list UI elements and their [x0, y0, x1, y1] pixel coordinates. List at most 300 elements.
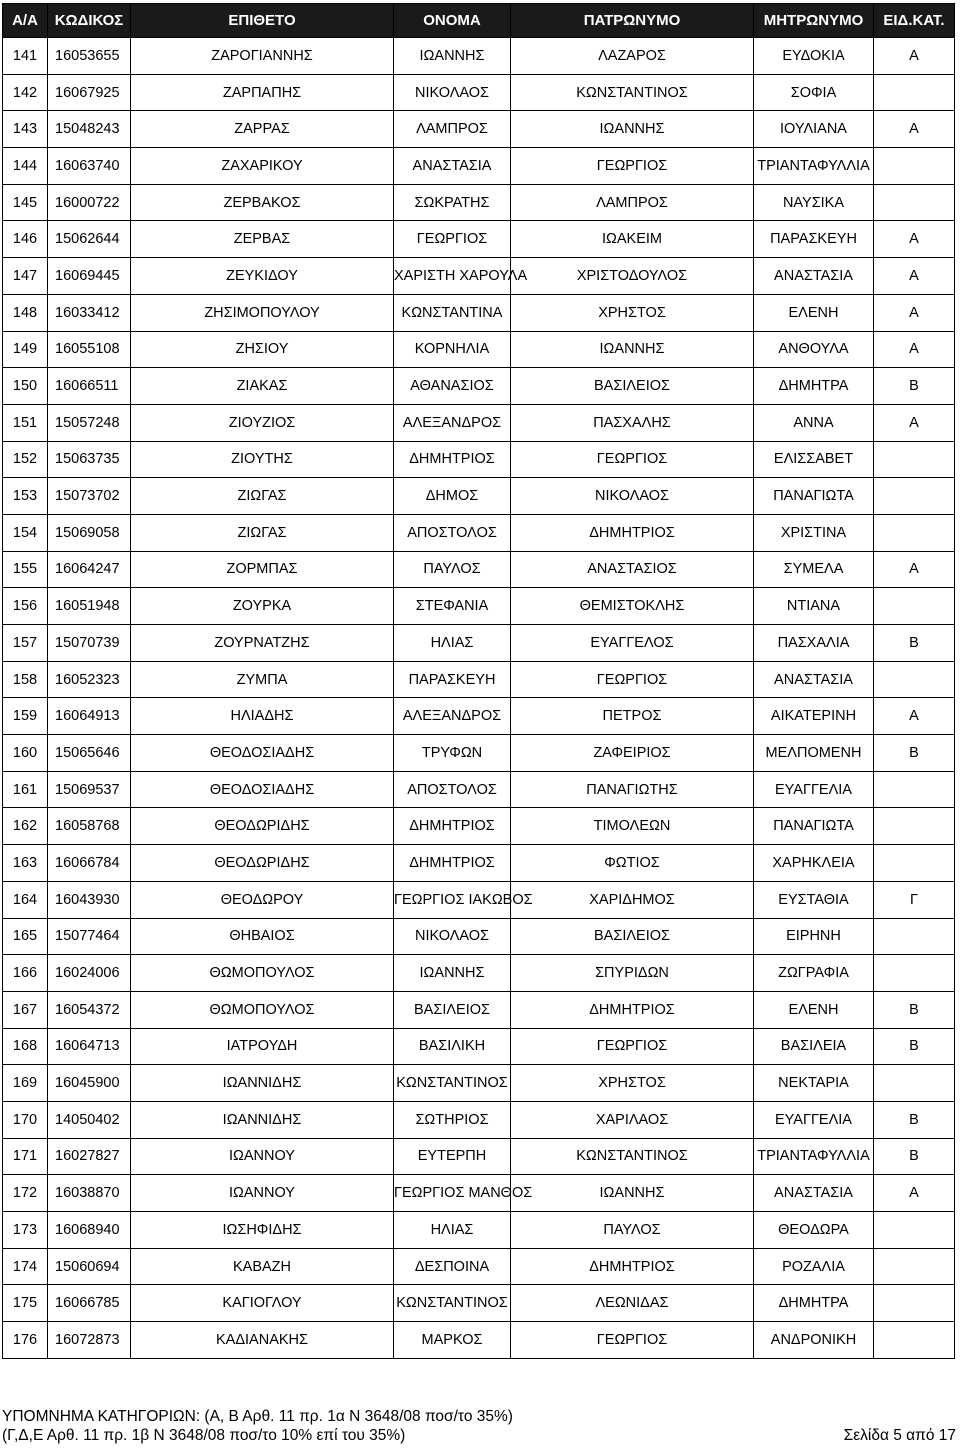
cell-mother-name: ΔΗΜΗΤΡΑ [754, 368, 874, 405]
cell-father-name: ΖΑΦΕΙΡΙΟΣ [511, 735, 754, 772]
cell-surname: ΖΗΣΙΟΥ [131, 331, 394, 368]
table-row [3, 404, 955, 441]
cell-surname: ΘΩΜΟΠΟΥΛΟΣ [131, 955, 394, 992]
cell-mother-name: ΕΥΣΤΑΘΙΑ [754, 881, 874, 918]
cell-father-name: ΓΕΩΡΓΙΟΣ [511, 1322, 754, 1359]
cell-father-name: ΤΙΜΟΛΕΩΝ [511, 808, 754, 845]
table-row [3, 1065, 955, 1102]
cell-surname: ΖΙΑΚΑΣ [131, 368, 394, 405]
cell-first-name: ΔΕΣΠΟΙΝΑ [394, 1248, 511, 1285]
cell-father-name: ΛΑΖΑΡΟΣ [511, 38, 754, 75]
cell-mother-name: ΝΑΥΣΙΚΑ [754, 184, 874, 221]
cell-first-name: ΣΩΚΡΑΤΗΣ [394, 184, 511, 221]
cell-code: 15065646 [48, 735, 131, 772]
cell-aa: 158 [3, 661, 48, 698]
table-row [3, 881, 955, 918]
cell-aa: 171 [3, 1138, 48, 1175]
cell-aa: 155 [3, 551, 48, 588]
table-row [3, 1212, 955, 1249]
cell-surname: ΘΕΟΔΟΣΙΑΔΗΣ [131, 735, 394, 772]
cell-surname: ΚΑΓΙΟΓΛΟΥ [131, 1285, 394, 1322]
cell-surname: ΖΕΡΒΑΚΟΣ [131, 184, 394, 221]
cell-aa: 147 [3, 258, 48, 295]
cell-mother-name: ΕΥΑΓΓΕΛΙΑ [754, 1101, 874, 1138]
cell-code: 16027827 [48, 1138, 131, 1175]
cell-surname: ΖΙΩΓΑΣ [131, 478, 394, 515]
cell-code: 16066785 [48, 1285, 131, 1322]
cell-mother-name: ΣΥΜΕΛΑ [754, 551, 874, 588]
cell-code: 15063735 [48, 441, 131, 478]
cell-special-category [874, 184, 955, 221]
cell-special-category: Α [874, 111, 955, 148]
cell-code: 14050402 [48, 1101, 131, 1138]
cell-father-name: ΓΕΩΡΓΙΟΣ [511, 148, 754, 185]
cell-aa: 175 [3, 1285, 48, 1322]
cell-first-name: ΚΩΝΣΤΑΝΤΙΝΟΣ [394, 1065, 511, 1102]
cell-mother-name: ΑΙΚΑΤΕΡΙΝΗ [754, 698, 874, 735]
cell-code: 15060694 [48, 1248, 131, 1285]
cell-first-name: ΔΗΜΟΣ [394, 478, 511, 515]
table-row [3, 698, 955, 735]
cell-mother-name: ΝΕΚΤΑΡΙΑ [754, 1065, 874, 1102]
cell-special-category: Α [874, 294, 955, 331]
cell-code: 16064713 [48, 1028, 131, 1065]
header-special-category: ΕΙΔ.ΚΑΤ. [874, 4, 955, 38]
cell-aa: 164 [3, 881, 48, 918]
cell-first-name: ΑΛΕΞΑΝΔΡΟΣ [394, 698, 511, 735]
cell-surname: ΖΑΡΡΑΣ [131, 111, 394, 148]
cell-aa: 142 [3, 74, 48, 111]
cell-father-name: ΒΑΣΙΛΕΙΟΣ [511, 918, 754, 955]
cell-father-name: ΧΡΗΣΤΟΣ [511, 1065, 754, 1102]
cell-father-name: ΔΗΜΗΤΡΙΟΣ [511, 514, 754, 551]
cell-mother-name: ΑΝΘΟΥΛΑ [754, 331, 874, 368]
cell-aa: 153 [3, 478, 48, 515]
cell-surname: ΖΑΧΑΡΙΚΟΥ [131, 148, 394, 185]
cell-special-category: Α [874, 258, 955, 295]
cell-code: 15069537 [48, 771, 131, 808]
cell-mother-name: ΣΟΦΙΑ [754, 74, 874, 111]
cell-mother-name: ΠΑΝΑΓΙΩΤΑ [754, 808, 874, 845]
cell-mother-name: ΘΕΟΔΩΡΑ [754, 1212, 874, 1249]
table-row [3, 294, 955, 331]
header-surname: ΕΠΙΘΕΤΟ [131, 4, 394, 38]
cell-mother-name: ΠΑΝΑΓΙΩΤΑ [754, 478, 874, 515]
cell-first-name: ΚΟΡΝΗΛΙΑ [394, 331, 511, 368]
cell-first-name: ΗΛΙΑΣ [394, 1212, 511, 1249]
cell-mother-name: ΒΑΣΙΛΕΙΑ [754, 1028, 874, 1065]
cell-code: 15070739 [48, 625, 131, 662]
cell-first-name: ΑΠΟΣΤΟΛΟΣ [394, 771, 511, 808]
cell-surname: ΙΩΑΝΝΙΔΗΣ [131, 1065, 394, 1102]
table-row [3, 955, 955, 992]
table-row [3, 808, 955, 845]
cell-surname: ΘΕΟΔΩΡΟΥ [131, 881, 394, 918]
cell-aa: 173 [3, 1212, 48, 1249]
cell-aa: 141 [3, 38, 48, 75]
cell-father-name: ΚΩΝΣΤΑΝΤΙΝΟΣ [511, 74, 754, 111]
cell-code: 16066511 [48, 368, 131, 405]
cell-mother-name: ΑΝΝΑ [754, 404, 874, 441]
cell-surname: ΙΩΑΝΝΙΔΗΣ [131, 1101, 394, 1138]
cell-surname: ΙΩΣΗΦΙΔΗΣ [131, 1212, 394, 1249]
cell-special-category [874, 1248, 955, 1285]
cell-surname: ΖΙΟΥΤΗΣ [131, 441, 394, 478]
table-row [3, 478, 955, 515]
cell-special-category: Α [874, 551, 955, 588]
cell-special-category [874, 441, 955, 478]
cell-aa: 159 [3, 698, 48, 735]
cell-father-name: ΙΩΑΝΝΗΣ [511, 111, 754, 148]
table-row [3, 514, 955, 551]
cell-father-name: ΠΑΥΛΟΣ [511, 1212, 754, 1249]
cell-mother-name: ΑΝΑΣΤΑΣΙΑ [754, 258, 874, 295]
cell-aa: 150 [3, 368, 48, 405]
header-code: ΚΩΔΙΚΟΣ [48, 4, 131, 38]
cell-surname: ΙΩΑΝΝΟΥ [131, 1138, 394, 1175]
cell-father-name: ΠΑΝΑΓΙΩΤΗΣ [511, 771, 754, 808]
cell-code: 16068940 [48, 1212, 131, 1249]
cell-father-name: ΛΑΜΠΡΟΣ [511, 184, 754, 221]
cell-special-category: Α [874, 38, 955, 75]
cell-surname: ΖΟΥΡΝΑΤΖΗΣ [131, 625, 394, 662]
cell-mother-name: ΕΙΡΗΝΗ [754, 918, 874, 955]
cell-surname: ΖΑΡΟΓΙΑΝΝΗΣ [131, 38, 394, 75]
cell-first-name: ΕΥΤΕΡΠΗ [394, 1138, 511, 1175]
cell-father-name: ΒΑΣΙΛΕΙΟΣ [511, 368, 754, 405]
cell-surname: ΚΑΔΙΑΝΑΚΗΣ [131, 1322, 394, 1359]
cell-aa: 176 [3, 1322, 48, 1359]
cell-father-name: ΧΑΡΙΛΑΟΣ [511, 1101, 754, 1138]
cell-mother-name: ΧΑΡΗΚΛΕΙΑ [754, 845, 874, 882]
cell-aa: 161 [3, 771, 48, 808]
cell-mother-name: ΑΝΑΣΤΑΣΙΑ [754, 661, 874, 698]
category-legend-line-1: ΥΠΟΜΝΗΜΑ ΚΑΤΗΓΟΡΙΩΝ: (Α, Β Αρθ. 11 πρ. 1α Ν 3648/08 ποσ/το 35%) [2, 1408, 513, 1425]
cell-mother-name: ΜΕΛΠΟΜΕΝΗ [754, 735, 874, 772]
cell-first-name: ΑΘΑΝΑΣΙΟΣ [394, 368, 511, 405]
cell-special-category [874, 588, 955, 625]
cell-aa: 166 [3, 955, 48, 992]
cell-special-category: Β [874, 991, 955, 1028]
cell-father-name: ΧΡΗΣΤΟΣ [511, 294, 754, 331]
cell-aa: 160 [3, 735, 48, 772]
cell-aa: 156 [3, 588, 48, 625]
table-body [3, 38, 955, 1359]
cell-aa: 152 [3, 441, 48, 478]
cell-father-name: ΑΝΑΣΤΑΣΙΟΣ [511, 551, 754, 588]
cell-first-name: ΝΙΚΟΛΑΟΣ [394, 74, 511, 111]
page-number: Σελίδα 5 από 17 [843, 1427, 956, 1444]
table-row [3, 184, 955, 221]
cell-mother-name: ΕΛΕΝΗ [754, 294, 874, 331]
cell-first-name: ΛΑΜΠΡΟΣ [394, 111, 511, 148]
cell-code: 16055108 [48, 331, 131, 368]
cell-surname: ΖΕΥΚΙΔΟΥ [131, 258, 394, 295]
cell-aa: 145 [3, 184, 48, 221]
cell-code: 16063740 [48, 148, 131, 185]
cell-aa: 148 [3, 294, 48, 331]
cell-code: 16054372 [48, 991, 131, 1028]
cell-code: 16053655 [48, 38, 131, 75]
header-father-name: ΠΑΤΡΩΝΥΜΟ [511, 4, 754, 38]
cell-surname: ΖΟΡΜΠΑΣ [131, 551, 394, 588]
table-row [3, 221, 955, 258]
cell-surname: ΖΗΣΙΜΟΠΟΥΛΟΥ [131, 294, 394, 331]
cell-code: 15069058 [48, 514, 131, 551]
cell-father-name: ΠΕΤΡΟΣ [511, 698, 754, 735]
table-row [3, 661, 955, 698]
cell-father-name: ΝΙΚΟΛΑΟΣ [511, 478, 754, 515]
cell-code: 16051948 [48, 588, 131, 625]
table-row [3, 771, 955, 808]
cell-mother-name: ΑΝΔΡΟΝΙΚΗ [754, 1322, 874, 1359]
table-row [3, 368, 955, 405]
cell-first-name: ΙΩΑΝΝΗΣ [394, 955, 511, 992]
cell-special-category [874, 661, 955, 698]
cell-special-category [874, 478, 955, 515]
cell-father-name: ΙΩΑΝΝΗΣ [511, 331, 754, 368]
cell-father-name: ΙΩΑΚΕΙΜ [511, 221, 754, 258]
header-aa: Α/Α [3, 4, 48, 38]
cell-aa: 154 [3, 514, 48, 551]
cell-surname: ΖΥΜΠΑ [131, 661, 394, 698]
cell-mother-name: ΔΗΜΗΤΡΑ [754, 1285, 874, 1322]
cell-code: 16058768 [48, 808, 131, 845]
cell-father-name: ΓΕΩΡΓΙΟΣ [511, 661, 754, 698]
cell-code: 16064247 [48, 551, 131, 588]
cell-special-category: Β [874, 735, 955, 772]
cell-special-category: Α [874, 1175, 955, 1212]
cell-special-category: Α [874, 331, 955, 368]
cell-first-name: ΔΗΜΗΤΡΙΟΣ [394, 808, 511, 845]
cell-first-name: ΑΝΑΣΤΑΣΙΑ [394, 148, 511, 185]
cell-code: 15077464 [48, 918, 131, 955]
cell-special-category: Β [874, 1138, 955, 1175]
cell-first-name: ΓΕΩΡΓΙΟΣ ΙΑΚΩΒΟΣ [394, 881, 511, 918]
cell-surname: ΖΕΡΒΑΣ [131, 221, 394, 258]
cell-code: 16069445 [48, 258, 131, 295]
cell-first-name: ΑΠΟΣΤΟΛΟΣ [394, 514, 511, 551]
cell-code: 15062644 [48, 221, 131, 258]
cell-mother-name: ΕΥΑΓΓΕΛΙΑ [754, 771, 874, 808]
table-row [3, 38, 955, 75]
cell-special-category: Γ [874, 881, 955, 918]
cell-mother-name: ΤΡΙΑΝΤΑΦΥΛΛΙΑ [754, 1138, 874, 1175]
cell-mother-name: ΝΤΙΑΝΑ [754, 588, 874, 625]
cell-aa: 163 [3, 845, 48, 882]
cell-special-category: Α [874, 221, 955, 258]
cell-special-category [874, 955, 955, 992]
cell-father-name: ΘΕΜΙΣΤΟΚΛΗΣ [511, 588, 754, 625]
cell-aa: 146 [3, 221, 48, 258]
cell-special-category: Β [874, 368, 955, 405]
cell-special-category: Β [874, 1028, 955, 1065]
cell-father-name: ΔΗΜΗΤΡΙΟΣ [511, 991, 754, 1028]
cell-father-name: ΓΕΩΡΓΙΟΣ [511, 441, 754, 478]
table-row [3, 625, 955, 662]
cell-first-name: ΑΛΕΞΑΝΔΡΟΣ [394, 404, 511, 441]
cell-special-category [874, 514, 955, 551]
cell-first-name: ΧΑΡΙΣΤΗ ΧΑΡΟΥΛΑ [394, 258, 511, 295]
cell-code: 15073702 [48, 478, 131, 515]
category-legend-line-2: (Γ,Δ,Ε Αρθ. 11 πρ. 1β Ν 3648/08 ποσ/το 10% επί του 35%) [2, 1427, 406, 1444]
table-row [3, 1028, 955, 1065]
cell-surname: ΖΙΩΓΑΣ [131, 514, 394, 551]
cell-first-name: ΤΡΥΦΩΝ [394, 735, 511, 772]
cell-special-category [874, 1065, 955, 1102]
cell-mother-name: ΧΡΙΣΤΙΝΑ [754, 514, 874, 551]
table-row [3, 588, 955, 625]
cell-special-category [874, 148, 955, 185]
cell-aa: 162 [3, 808, 48, 845]
cell-aa: 144 [3, 148, 48, 185]
cell-surname: ΘΩΜΟΠΟΥΛΟΣ [131, 991, 394, 1028]
cell-surname: ΙΩΑΝΝΟΥ [131, 1175, 394, 1212]
cell-mother-name: ΤΡΙΑΝΤΑΦΥΛΛΙΑ [754, 148, 874, 185]
cell-first-name: ΓΕΩΡΓΙΟΣ [394, 221, 511, 258]
cell-mother-name: ΙΟΥΛΙΑΝΑ [754, 111, 874, 148]
table-row [3, 74, 955, 111]
cell-mother-name: ΠΑΣΧΑΛΙΑ [754, 625, 874, 662]
table-row [3, 845, 955, 882]
cell-code: 16052323 [48, 661, 131, 698]
table-header [3, 4, 955, 38]
cell-aa: 165 [3, 918, 48, 955]
cell-special-category: Β [874, 625, 955, 662]
header-row [3, 4, 955, 38]
table-row [3, 258, 955, 295]
cell-surname: ΗΛΙΑΔΗΣ [131, 698, 394, 735]
cell-aa: 170 [3, 1101, 48, 1138]
cell-aa: 169 [3, 1065, 48, 1102]
cell-first-name: ΚΩΝΣΤΑΝΤΙΝΟΣ [394, 1285, 511, 1322]
cell-mother-name: ΡΟΖΑΛΙΑ [754, 1248, 874, 1285]
cell-mother-name: ΑΝΑΣΤΑΣΙΑ [754, 1175, 874, 1212]
cell-code: 16064913 [48, 698, 131, 735]
cell-code: 16072873 [48, 1322, 131, 1359]
table-row [3, 331, 955, 368]
cell-special-category [874, 1212, 955, 1249]
cell-code: 16024006 [48, 955, 131, 992]
cell-special-category [874, 845, 955, 882]
cell-mother-name: ΕΛΕΝΗ [754, 991, 874, 1028]
table-row [3, 148, 955, 185]
cell-code: 15057248 [48, 404, 131, 441]
cell-first-name: ΚΩΝΣΤΑΝΤΙΝΑ [394, 294, 511, 331]
cell-aa: 172 [3, 1175, 48, 1212]
cell-aa: 151 [3, 404, 48, 441]
cell-aa: 167 [3, 991, 48, 1028]
table-row [3, 1285, 955, 1322]
cell-first-name: ΣΩΤΗΡΙΟΣ [394, 1101, 511, 1138]
table-row [3, 1248, 955, 1285]
cell-surname: ΘΕΟΔΩΡΙΔΗΣ [131, 808, 394, 845]
cell-aa: 157 [3, 625, 48, 662]
cell-father-name: ΠΑΣΧΑΛΗΣ [511, 404, 754, 441]
cell-code: 16038870 [48, 1175, 131, 1212]
cell-special-category [874, 808, 955, 845]
cell-father-name: ΛΕΩΝΙΔΑΣ [511, 1285, 754, 1322]
cell-aa: 168 [3, 1028, 48, 1065]
cell-surname: ΖΟΥΡΚΑ [131, 588, 394, 625]
table-row [3, 735, 955, 772]
cell-father-name: ΦΩΤΙΟΣ [511, 845, 754, 882]
cell-first-name: ΒΑΣΙΛΙΚΗ [394, 1028, 511, 1065]
cell-aa: 149 [3, 331, 48, 368]
cell-first-name: ΔΗΜΗΤΡΙΟΣ [394, 441, 511, 478]
cell-father-name: ΔΗΜΗΤΡΙΟΣ [511, 1248, 754, 1285]
cell-special-category [874, 1322, 955, 1359]
table-row [3, 441, 955, 478]
cell-first-name: ΔΗΜΗΤΡΙΟΣ [394, 845, 511, 882]
header-mother-name: ΜΗΤΡΩΝΥΜΟ [754, 4, 874, 38]
cell-code: 16033412 [48, 294, 131, 331]
cell-surname: ΚΑΒΑΖΗ [131, 1248, 394, 1285]
cell-surname: ΖΙΟΥΖΙΟΣ [131, 404, 394, 441]
cell-father-name: ΓΕΩΡΓΙΟΣ [511, 1028, 754, 1065]
cell-father-name: ΧΡΙΣΤΟΔΟΥΛΟΣ [511, 258, 754, 295]
cell-code: 16045900 [48, 1065, 131, 1102]
cell-special-category [874, 1285, 955, 1322]
table-row [3, 1101, 955, 1138]
cell-aa: 174 [3, 1248, 48, 1285]
cell-first-name: ΝΙΚΟΛΑΟΣ [394, 918, 511, 955]
cell-first-name: ΣΤΕΦΑΝΙΑ [394, 588, 511, 625]
cell-first-name: ΙΩΑΝΝΗΣ [394, 38, 511, 75]
cell-first-name: ΜΑΡΚΟΣ [394, 1322, 511, 1359]
cell-surname: ΘΗΒΑΙΟΣ [131, 918, 394, 955]
cell-special-category [874, 771, 955, 808]
cell-surname: ΙΑΤΡΟΥΔΗ [131, 1028, 394, 1065]
cell-father-name: ΕΥΑΓΓΕΛΟΣ [511, 625, 754, 662]
cell-code: 16043930 [48, 881, 131, 918]
cell-code: 16000722 [48, 184, 131, 221]
cell-mother-name: ΠΑΡΑΣΚΕΥΗ [754, 221, 874, 258]
roster-table [2, 3, 955, 1359]
cell-father-name: ΚΩΝΣΤΑΝΤΙΝΟΣ [511, 1138, 754, 1175]
table-row [3, 111, 955, 148]
cell-special-category [874, 918, 955, 955]
table-row [3, 1175, 955, 1212]
table-row [3, 551, 955, 588]
cell-aa: 143 [3, 111, 48, 148]
cell-code: 16067925 [48, 74, 131, 111]
cell-surname: ΘΕΟΔΩΡΙΔΗΣ [131, 845, 394, 882]
table-row [3, 1322, 955, 1359]
cell-father-name: ΣΠΥΡΙΔΩΝ [511, 955, 754, 992]
cell-code: 15048243 [48, 111, 131, 148]
cell-special-category [874, 74, 955, 111]
cell-code: 16066784 [48, 845, 131, 882]
header-first-name: ΟΝΟΜΑ [394, 4, 511, 38]
cell-father-name: ΧΑΡΙΔΗΜΟΣ [511, 881, 754, 918]
cell-father-name: ΙΩΑΝΝΗΣ [511, 1175, 754, 1212]
table-row [3, 991, 955, 1028]
cell-surname: ΘΕΟΔΟΣΙΑΔΗΣ [131, 771, 394, 808]
cell-first-name: ΓΕΩΡΓΙΟΣ ΜΑΝΘΟΣ [394, 1175, 511, 1212]
cell-first-name: ΠΑΥΛΟΣ [394, 551, 511, 588]
cell-mother-name: ΖΩΓΡΑΦΙΑ [754, 955, 874, 992]
cell-surname: ΖΑΡΠΑΠΗΣ [131, 74, 394, 111]
cell-mother-name: ΕΥΔΟΚΙΑ [754, 38, 874, 75]
cell-first-name: ΠΑΡΑΣΚΕΥΗ [394, 661, 511, 698]
cell-special-category: Β [874, 1101, 955, 1138]
table-row [3, 918, 955, 955]
cell-first-name: ΗΛΙΑΣ [394, 625, 511, 662]
table-row [3, 1138, 955, 1175]
cell-special-category: Α [874, 698, 955, 735]
cell-special-category: Α [874, 404, 955, 441]
